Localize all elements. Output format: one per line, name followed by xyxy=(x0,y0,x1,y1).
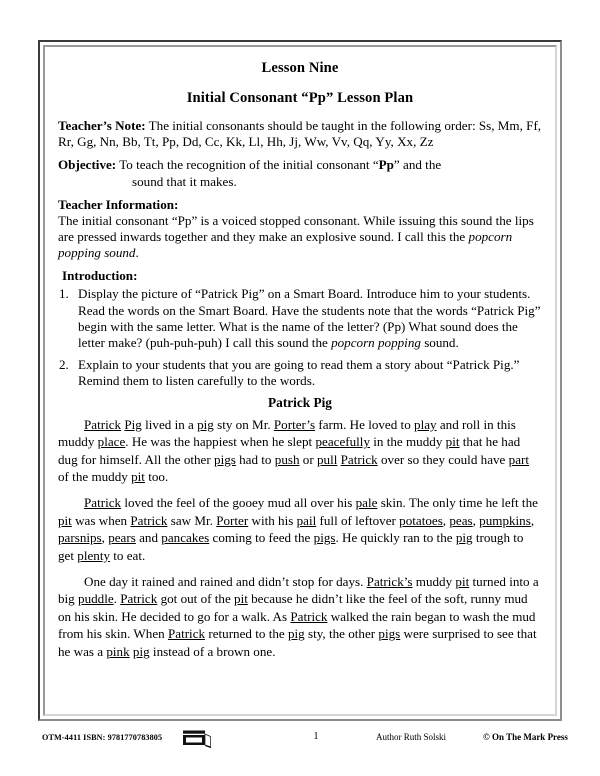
story-text-run: trough to get xyxy=(58,530,524,563)
underlined-word: pigs xyxy=(378,626,401,642)
story-text-run: , xyxy=(442,512,450,528)
underlined-word: pit xyxy=(445,434,460,450)
underlined-word: Patrick xyxy=(84,416,122,432)
list-item-text-after: sound. xyxy=(420,334,459,350)
list-item-text-before: Display the picture of “Patrick Pig” on a Smart Board. Introduce him to your students. Read the words on the Smart Board. Have the students note that the words “Patrick Pig” begin with the same letter. What is the name of the letter? (Pp) What sound does the letter make? (puh-puh-puh) I call this sound the xyxy=(78,286,541,350)
underlined-word: pink xyxy=(106,643,130,659)
story-text-run: over so they could have xyxy=(377,451,509,467)
objective-label: Objective: xyxy=(58,157,117,173)
ti-text-after: . xyxy=(135,245,139,261)
lesson-content xyxy=(46,48,554,713)
list-item-italic: popcorn popping xyxy=(331,334,421,350)
story-text-run: full of leftover xyxy=(316,512,400,528)
lesson-plan-title: Initial Consonant “Pp” Lesson Plan xyxy=(186,90,414,107)
story-text-run: muddy xyxy=(412,574,456,590)
publisher-logo-icon xyxy=(182,730,216,749)
story-text-run: in the muddy xyxy=(370,434,446,450)
underlined-word: parsnips xyxy=(58,530,102,546)
underlined-word: pears xyxy=(108,530,136,546)
story-text-run: , xyxy=(101,530,109,546)
story-text-run: and roll in this muddy xyxy=(58,416,516,450)
story-text-run: loved the feel of the gooey mud all over his xyxy=(121,495,356,511)
story-text-run: . xyxy=(113,591,121,607)
story-text-run: because he didn’t like the feel of the soft, runny mud on his skin. He decided to go for a walk. As xyxy=(58,591,528,624)
underlined-word: Patrick xyxy=(290,608,328,624)
objective-bold-letter: Pp xyxy=(378,157,394,173)
story-text-run: that he had dug for himself. All the other xyxy=(58,434,521,467)
story-text-run: of the muddy xyxy=(58,469,132,484)
story-text-run: to eat. xyxy=(110,547,146,563)
story-text-run: , xyxy=(530,512,535,528)
underlined-word: puddle xyxy=(78,591,114,607)
underlined-word: pit xyxy=(234,591,248,607)
story-text-run: . He quickly ran to the xyxy=(335,530,456,546)
objective-line-1 xyxy=(58,157,542,173)
underlined-word: pigs xyxy=(313,530,336,546)
story-text-run: skin. The only time he left the xyxy=(377,495,538,511)
underlined-word: pail xyxy=(296,512,317,528)
story-text-run: turned into a big xyxy=(58,574,539,607)
author-credit: Author Ruth Solski xyxy=(376,732,447,742)
underlined-word: pull xyxy=(316,451,338,467)
objective-line-2: sound that it makes. xyxy=(132,173,237,189)
underlined-word: pig xyxy=(455,530,473,546)
story-text-run: had to xyxy=(235,451,275,467)
teachers-note xyxy=(58,118,542,150)
underlined-word: peacefully xyxy=(315,434,370,450)
underlined-word: pigs xyxy=(214,451,236,467)
story-body xyxy=(58,416,542,660)
story-text-run: instead of a brown one. xyxy=(149,643,276,659)
story-text-run: sty, the other xyxy=(304,626,379,642)
underlined-word: Patrick xyxy=(167,626,206,642)
underlined-word: pale xyxy=(355,495,378,511)
story-paragraph xyxy=(58,494,542,564)
ti-italic-phrase: popcorn popping sound xyxy=(58,228,513,261)
underlined-word: pancakes xyxy=(161,530,210,546)
story-paragraph xyxy=(58,573,542,660)
teachers-note-block xyxy=(58,118,542,150)
underlined-word: pig xyxy=(132,643,150,659)
publisher-credit: © On The Mark Press xyxy=(483,732,568,742)
teacher-information-block xyxy=(58,197,542,262)
underlined-word: Patrick xyxy=(84,495,122,511)
underlined-word: Pig xyxy=(124,416,142,432)
underlined-word: pit xyxy=(131,469,145,484)
story-text-run: saw Mr. xyxy=(167,512,217,528)
list-item-number: 1. xyxy=(59,286,69,302)
story-title: Patrick Pig xyxy=(268,395,332,411)
introduction-list xyxy=(58,286,542,389)
underlined-word: Patrick xyxy=(130,512,168,528)
underlined-word: pit xyxy=(455,574,470,590)
catalog-number: OTM-4411 ISBN: 9781770783805 xyxy=(42,733,163,742)
underlined-word: pig xyxy=(287,626,305,642)
story-text-run: returned to the xyxy=(205,626,288,642)
underlined-word: play xyxy=(414,416,437,432)
underlined-word: peas xyxy=(449,512,473,528)
story-text-run: walked the rain began to wash the mud from his skin. When xyxy=(58,608,536,642)
list-item xyxy=(58,286,542,351)
story-text-run: too. xyxy=(144,469,169,484)
underlined-word: Porter’s xyxy=(273,416,316,432)
story-text-run: coming to feed the xyxy=(209,530,314,546)
underlined-word: pumpkins xyxy=(479,512,531,528)
teacher-information-text xyxy=(58,213,542,261)
page-number: 1 xyxy=(313,731,319,742)
underlined-word: pig xyxy=(197,416,214,432)
underlined-word: push xyxy=(274,451,300,467)
story-text-run: . He was the happiest when he slept xyxy=(125,434,316,450)
story-text-run: got out of the xyxy=(157,591,235,607)
story-text-run: was when xyxy=(71,512,131,528)
underlined-word: Patrick xyxy=(340,451,378,467)
story-paragraph xyxy=(58,416,542,486)
story-text-run: with his xyxy=(248,512,297,528)
page-footer xyxy=(42,730,568,752)
page-title: Lesson Nine xyxy=(261,60,339,76)
underlined-word: potatoes xyxy=(399,512,443,528)
story-text-run: and xyxy=(135,530,162,546)
list-item-number: 2. xyxy=(59,357,69,373)
ti-text-before: The initial consonant “Pp” is a voiced stopped consonant. While issuing this sound the lips are pressed inwards together and they make an explosive sound. I call this the xyxy=(58,212,534,244)
underlined-word: Porter xyxy=(216,512,249,528)
story-text-run: lived in a xyxy=(141,416,198,432)
underlined-word: plenty xyxy=(77,547,111,563)
objective-block xyxy=(58,157,542,189)
story-text-run: or xyxy=(299,451,317,467)
list-item xyxy=(58,357,542,389)
story-text-run: , xyxy=(472,512,480,528)
objective-text-before: To teach the recognition of the initial consonant “ xyxy=(116,157,379,173)
teacher-information-label: Teacher Information: xyxy=(58,196,179,212)
story-text-run: sty on Mr. xyxy=(213,416,274,432)
underlined-word: Patrick’s xyxy=(366,574,413,590)
underlined-word: place xyxy=(97,434,126,450)
teachers-note-label: Teacher’s Note: xyxy=(58,118,146,134)
objective-text-after: ” and the xyxy=(393,157,442,173)
underlined-word: Patrick xyxy=(120,591,158,607)
story-text-run: One day it rained and rained and didn’t stop for days. xyxy=(84,574,367,590)
underlined-word: part xyxy=(508,451,529,467)
teachers-note-text: The initial consonants should be taught in the following order: Ss, Mm, Ff, Rr, Gg, Nn, Bb, Tt, Pp, Dd, Cc, Kk, Ll, Hh, Jj, Ww, Vv, Qq, Yy, Xx, Zz xyxy=(58,118,542,150)
underlined-word: pit xyxy=(58,512,72,528)
list-item-text-before: Explain to your students that you are going to read them a story about “Patrick Pig.” Remind them to listen carefully to the words. xyxy=(78,357,520,389)
story-text-run: farm. He loved to xyxy=(315,416,415,432)
introduction-label: Introduction: xyxy=(62,268,138,284)
story-text-run: were surprised to see that he was a xyxy=(58,626,537,659)
